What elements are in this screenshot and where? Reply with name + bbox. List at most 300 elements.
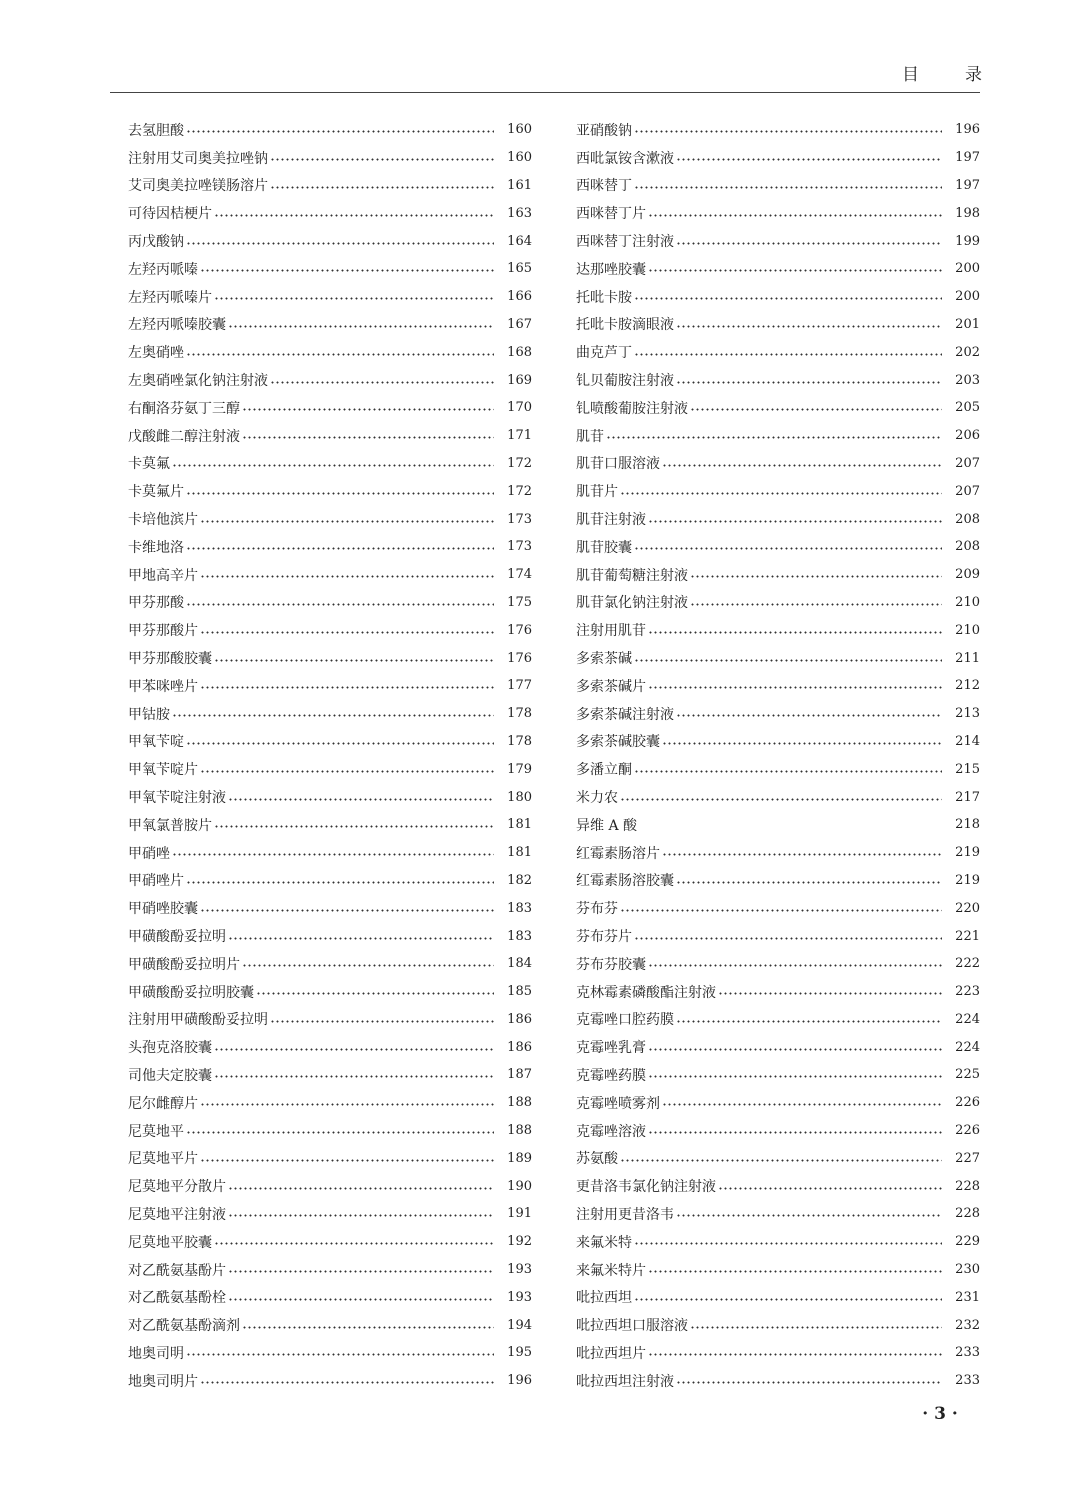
toc-entry-name: 左羟丙哌嗪片 [128,289,212,306]
toc-entry [576,700,980,728]
toc-entry-name: 肌苷口服溶液 [576,456,660,473]
toc-entry-name: 甲芬那酸胶囊 [128,651,212,668]
toc-entry-name: 肌苷胶囊 [576,539,632,556]
toc-entry-name: 卡维地洛 [128,539,184,556]
toc-entry-page: 186 [507,1011,532,1027]
dot-leader [200,770,494,773]
toc-entry-page: 193 [507,1262,532,1278]
dot-leader [634,659,942,662]
dot-leader [228,1187,494,1190]
toc-entry-name: 右酮洛芬氨丁三醇 [128,400,240,417]
toc-entry [576,227,980,255]
toc-entry [128,811,532,839]
toc-entry-name: 甲磺酸酚妥拉明胶囊 [128,984,254,1001]
dot-leader [200,631,494,634]
toc-entry-name: 肌苷注射液 [576,512,646,529]
toc-entry-name: 红霉素肠溶片 [576,845,660,862]
toc-entry-name: 尼莫地平胶囊 [128,1234,212,1251]
toc-entry-name: 甲硝唑片 [128,873,184,890]
toc-entry-page: 191 [507,1206,532,1222]
toc-entry-name: 芬布芬片 [576,929,632,945]
dot-leader [718,1187,942,1190]
toc-entry-page: 169 [507,372,532,388]
dot-leader [214,825,494,828]
toc-entry-name: 头孢克洛胶囊 [128,1040,212,1057]
toc-entry [576,978,980,1006]
dot-leader [620,909,942,912]
toc-entry-name: 甲芬那酸片 [128,623,198,640]
toc-entry-name: 吡拉西坦 [576,1290,632,1307]
toc-entry-page: 228 [955,1178,980,1194]
toc-entry [576,533,980,561]
dot-leader [242,1326,494,1329]
toc-entry-name: 左羟丙哌嗪 [128,261,198,278]
dot-leader [214,1075,494,1078]
toc-entry-name: 西咪替丁片 [576,206,646,223]
dot-leader [648,1131,942,1134]
toc-entry [128,505,532,533]
toc-entry [576,1283,980,1311]
toc-entry [576,1089,980,1117]
toc-entry-name: 红霉素肠溶胶囊 [576,873,674,890]
dot-leader [648,631,942,634]
toc-entry-page: 229 [955,1234,980,1250]
dot-leader [634,353,942,356]
dot-leader [200,686,494,689]
toc-entry-page: 192 [507,1234,532,1250]
toc-entry-name: 注射用更昔洛韦 [576,1206,674,1223]
toc-entry-page: 172 [507,483,532,499]
toc-entry-name: 钆贝葡胺注射液 [576,373,674,390]
toc-entry-page: 210 [955,594,980,610]
dot-leader [186,1353,494,1356]
toc-entry [576,477,980,505]
dot-leader [172,714,494,717]
toc-entry [576,894,980,922]
toc-entry [576,811,980,839]
toc-entry-name: 对乙酰氨基酚栓 [128,1290,226,1307]
toc-entry-name: 多索茶碱片 [576,678,646,695]
toc-entry-page: 197 [955,150,980,166]
dot-leader [648,964,942,967]
toc-entry-page: 168 [507,344,532,360]
toc-entry [576,283,980,311]
toc-entry [576,1117,980,1145]
dot-leader [228,325,494,328]
toc-entry-page: 230 [955,1262,980,1278]
dot-leader [228,1270,494,1273]
dot-leader [228,1214,494,1217]
toc-entry-page: 209 [955,567,980,583]
toc-entry-name: 卡莫氟片 [128,484,184,501]
toc-entry [576,1311,980,1339]
dot-leader [172,464,494,467]
toc-entry [128,783,532,811]
toc-entry-page: 196 [507,1373,532,1389]
dot-leader [648,1270,942,1273]
toc-entry-name: 甲钴胺 [128,706,170,723]
page-header-title [902,60,982,85]
dot-leader [676,242,942,245]
dot-leader [690,1326,942,1329]
toc-entry-name: 注射用艾司奥美拉唑钠 [128,150,268,167]
dot-leader [639,825,942,828]
toc-entry-page: 182 [507,872,532,888]
toc-entry [128,1367,532,1395]
toc-entry [576,1200,980,1228]
dot-leader [270,186,494,189]
toc-entry [128,394,532,422]
dot-leader [648,1048,942,1051]
dot-leader [634,1242,942,1245]
dot-leader [228,937,494,940]
toc-entry-page: 194 [507,1317,532,1333]
dot-leader [200,1159,494,1162]
toc-entry [576,116,980,144]
toc-entry [576,755,980,783]
toc-entry [576,199,980,227]
toc-entry-page: 190 [507,1178,532,1194]
dot-leader [648,269,942,272]
toc-entry-page: 200 [955,261,980,277]
toc-entry-page: 210 [955,622,980,638]
dot-leader [676,381,942,384]
toc-entry-page: 208 [955,539,980,555]
toc-entry-page: 181 [507,817,532,833]
toc-entry-page: 183 [507,900,532,916]
toc-entry [128,839,532,867]
dot-leader [214,297,494,300]
toc-entry [128,116,532,144]
toc-entry-page: 176 [507,622,532,638]
toc-entry-name: 司他夫定胶囊 [128,1067,212,1084]
toc-entry-name: 西吡氯铵含漱液 [576,150,674,167]
toc-entry [576,450,980,478]
toc-entry-name: 戊酸雌二醇注射液 [128,428,240,445]
toc-entry-name: 丙戊酸钠 [128,234,184,251]
toc-entry-name: 吡拉西坦口服溶液 [576,1318,688,1335]
toc-entry-page: 224 [955,1011,980,1027]
dot-leader [676,158,942,161]
toc-entry-name: 尼尔雌醇片 [128,1095,198,1112]
toc-entry-page: 187 [507,1067,532,1083]
toc-entry-name: 多潘立酮 [576,762,632,779]
toc-entry-page: 233 [955,1345,980,1361]
toc-entry-page: 218 [955,817,980,833]
toc-entry-page: 174 [507,567,532,583]
toc-entry-name: 尼莫地平注射液 [128,1206,226,1223]
toc-entry-page: 220 [955,900,980,916]
toc-entry-name: 甲硝唑 [128,845,170,862]
toc-entry [128,589,532,617]
toc-entry-name: 苏氨酸 [576,1151,618,1168]
toc-entry [576,616,980,644]
toc-entry-name: 克林霉素磷酸酯注射液 [576,984,716,1001]
toc-entry-name: 肌苷氯化钠注射液 [576,595,688,612]
toc-entry-page: 205 [955,400,980,416]
dot-leader [172,853,494,856]
toc-entry-name: 达那唑胶囊 [576,261,646,278]
toc-entry-name: 甲磺酸酚妥拉明 [128,929,226,945]
toc-entry [128,450,532,478]
dot-leader [648,1075,942,1078]
toc-entry-page: 226 [955,1095,980,1111]
toc-entry-page: 200 [955,289,980,305]
dot-leader [634,130,942,133]
toc-entry-page: 173 [507,511,532,527]
toc-entry-page: 228 [955,1206,980,1222]
toc-entry [576,338,980,366]
toc-entry [128,311,532,339]
dot-leader [186,547,494,550]
toc-entry-page: 179 [507,761,532,777]
dot-leader [718,992,942,995]
toc-entry [128,422,532,450]
toc-entry-page: 224 [955,1039,980,1055]
dot-leader [214,1242,494,1245]
dot-leader [690,408,942,411]
dot-leader [620,492,942,495]
toc-entry [128,172,532,200]
toc-entry-name: 亚硝酸钠 [576,122,632,139]
toc-entry [128,1172,532,1200]
toc-entry-page: 225 [955,1067,980,1083]
toc-entry-name: 曲克芦丁 [576,345,632,362]
toc-entry-page: 166 [507,289,532,305]
toc-entry-page: 171 [507,428,532,444]
toc-entry-page: 197 [955,177,980,193]
toc-entry-name: 吡拉西坦片 [576,1345,646,1362]
toc-entry [576,950,980,978]
toc-entry [128,366,532,394]
toc-entry [128,1033,532,1061]
toc-entry-name: 托吡卡胺滴眼液 [576,317,674,334]
toc-entry-page: 215 [955,761,980,777]
toc-entry [576,1256,980,1284]
toc-entry [128,978,532,1006]
toc-entry [128,1006,532,1034]
toc-entry-name: 肌苷片 [576,484,618,501]
dot-leader [256,992,494,995]
toc-entry-page: 186 [507,1039,532,1055]
toc-entry-name: 米力农 [576,790,618,807]
dot-leader [662,464,942,467]
toc-entry [576,366,980,394]
toc-entry-page: 189 [507,1150,532,1166]
toc-entry-name: 左羟丙哌嗪胶囊 [128,317,226,334]
dot-leader [200,269,494,272]
dot-leader [690,603,942,606]
toc-entry [128,755,532,783]
dot-leader [214,214,494,217]
toc-entry [128,728,532,756]
toc-entry-name: 多索茶碱注射液 [576,706,674,723]
toc-entry-name: 可待因桔梗片 [128,206,212,223]
toc-entry [576,422,980,450]
toc-entry [576,1006,980,1034]
toc-entry-page: 180 [507,789,532,805]
dot-leader [690,575,942,578]
toc-entry [576,922,980,950]
toc-entry [128,338,532,366]
toc-entry [576,1144,980,1172]
toc-entry-page: 219 [955,845,980,861]
toc-entry-page: 160 [507,122,532,138]
toc-entry-page: 193 [507,1289,532,1305]
dot-leader [186,353,494,356]
toc-entry-page: 208 [955,511,980,527]
dot-leader [634,937,942,940]
dot-leader [200,575,494,578]
toc-entry-name: 左奥硝唑氯化钠注射液 [128,373,268,390]
dot-leader [186,242,494,245]
dot-leader [634,186,942,189]
toc-entry-name: 对乙酰氨基酚片 [128,1262,226,1279]
toc-entry [128,1311,532,1339]
toc-entry [128,227,532,255]
dot-leader [242,408,494,411]
dot-leader [200,520,494,523]
dot-leader [662,853,942,856]
dot-leader [606,436,942,439]
toc-entry-name: 甲氧苄啶 [128,734,184,751]
toc-entry-page: 181 [507,845,532,861]
toc-entry [128,1256,532,1284]
toc-entry-page: 183 [507,928,532,944]
toc-entry-page: 175 [507,594,532,610]
toc-entry [128,1144,532,1172]
toc-entry-page: 188 [507,1095,532,1111]
toc-column-right [576,116,980,1395]
dot-leader [200,909,494,912]
dot-leader [228,1298,494,1301]
toc-entry-page: 207 [955,455,980,471]
toc-entry-page: 201 [955,316,980,332]
dot-leader [186,1131,494,1134]
toc-entry-name: 西咪替丁注射液 [576,234,674,251]
toc-entry-name: 注射用甲磺酸酚妥拉明 [128,1012,268,1029]
toc-entry [576,394,980,422]
dot-leader [634,547,942,550]
dot-leader [662,1103,942,1106]
toc-entry [128,644,532,672]
dot-leader [186,742,494,745]
toc-entry-name: 尼莫地平片 [128,1151,198,1168]
toc-entry-name: 地奥司明 [128,1345,184,1362]
toc-entry-name: 克霉唑药膜 [576,1067,646,1084]
dot-leader [634,297,942,300]
toc-entry [576,644,980,672]
dot-leader [186,492,494,495]
toc-entry [128,894,532,922]
toc-entry-page: 207 [955,483,980,499]
toc-entry-name: 尼莫地平分散片 [128,1179,226,1196]
toc-entry [576,561,980,589]
toc-entry [576,144,980,172]
toc-entry [128,144,532,172]
toc-entry-page: 173 [507,539,532,555]
dot-leader [648,214,942,217]
dot-leader [242,964,494,967]
toc-entry [128,950,532,978]
toc-entry-page: 198 [955,205,980,221]
toc-entry-name: 甲苯咪唑片 [128,678,198,695]
toc-entry [128,922,532,950]
toc-entry-page: 172 [507,455,532,471]
dot-leader [214,1048,494,1051]
toc-entry [128,199,532,227]
toc-entry-name: 来氟米特 [576,1234,632,1251]
toc-entry [576,1033,980,1061]
dot-leader [200,1103,494,1106]
toc-entry-name: 吡拉西坦注射液 [576,1373,674,1390]
toc-entry-page: 161 [507,177,532,193]
dot-leader [620,1159,942,1162]
toc-entry-name: 甲氧氯普胺片 [128,817,212,834]
toc-entry-name: 克霉唑溶液 [576,1123,646,1140]
toc-entry-page: 160 [507,150,532,166]
toc-entry-page: 163 [507,205,532,221]
toc-entry [576,1061,980,1089]
toc-entry-name: 多索茶碱胶囊 [576,734,660,751]
dot-leader [676,1381,942,1384]
toc-entry [128,477,532,505]
toc-entry [576,589,980,617]
dot-leader [228,798,494,801]
header-title-char-2: 录 [965,65,982,85]
toc-entry-page: 178 [507,733,532,749]
toc-entry-page: 196 [955,122,980,138]
toc-entry-name: 克霉唑口腔药膜 [576,1012,674,1029]
toc-entry-name: 来氟米特片 [576,1262,646,1279]
toc-entry-name: 地奥司明片 [128,1373,198,1390]
toc-entry-page: 164 [507,233,532,249]
dot-leader [200,1381,494,1384]
toc-entry-name: 西咪替丁 [576,178,632,195]
toc-entry-page: 233 [955,1373,980,1389]
dot-leader [648,520,942,523]
page-number: · 3 · [922,1404,958,1424]
toc-entry [128,1061,532,1089]
dot-leader [270,1020,494,1023]
toc-entry [576,783,980,811]
toc-entry-page: 202 [955,344,980,360]
toc-entry [576,728,980,756]
dot-leader [214,659,494,662]
toc-entry-page: 199 [955,233,980,249]
dot-leader [634,1298,942,1301]
toc-entry [576,1339,980,1367]
toc-entry [576,505,980,533]
toc-entry [128,533,532,561]
toc-entry-page: 211 [955,650,980,666]
toc-entry [128,1283,532,1311]
toc-entry-page: 185 [507,984,532,1000]
toc-entry-page: 167 [507,316,532,332]
toc-entry-name: 卡莫氟 [128,456,170,473]
dot-leader [270,158,494,161]
toc-entry-page: 165 [507,261,532,277]
toc-entry-page: 212 [955,678,980,694]
toc-entry-name: 去氢胆酸 [128,122,184,139]
toc-entry [576,172,980,200]
toc-entry [576,1367,980,1395]
toc-entry-name: 艾司奥美拉唑镁肠溶片 [128,178,268,195]
dot-leader [242,436,494,439]
toc-entry-page: 223 [955,984,980,1000]
toc-entry [576,839,980,867]
toc-entry-page: 222 [955,956,980,972]
